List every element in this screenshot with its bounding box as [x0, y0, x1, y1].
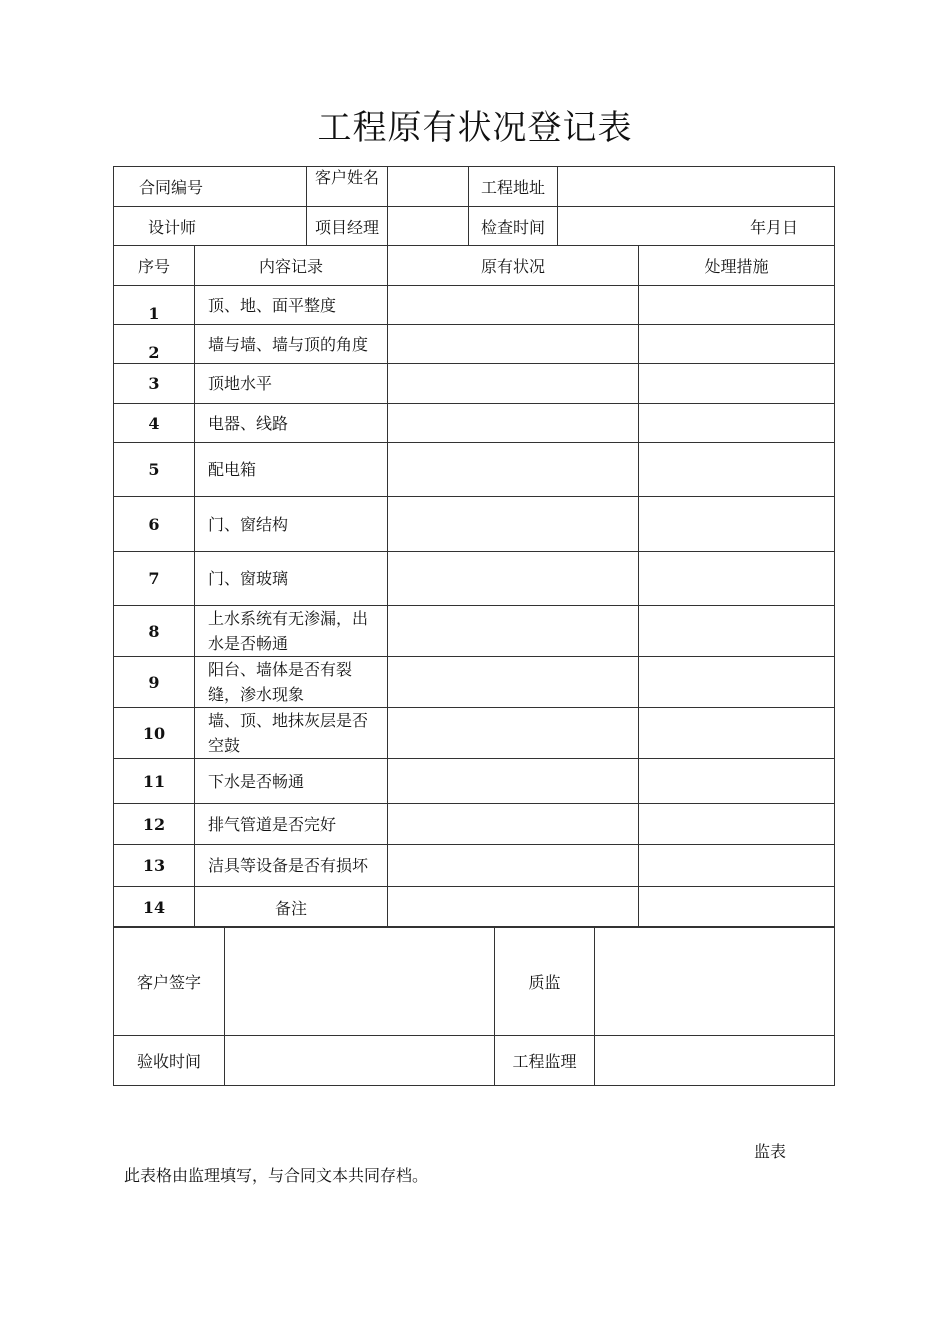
row-item: 上水系统有无渗漏，出水是否畅通	[195, 606, 388, 657]
original-cell[interactable]	[388, 497, 639, 552]
row-no: 10	[114, 708, 195, 759]
measures-cell[interactable]	[639, 552, 835, 606]
col-measures: 处理措施	[639, 246, 835, 286]
original-cell[interactable]	[388, 657, 639, 708]
registration-table	[113, 166, 835, 246]
date-suffix: 年月日	[750, 217, 799, 237]
quality-supervision-label: 质监	[495, 927, 595, 1036]
table-row	[114, 552, 835, 606]
measures-cell[interactable]	[639, 845, 835, 887]
row-item: 阳台、墙体是否有裂缝，渗水现象	[195, 657, 388, 708]
table-row	[114, 364, 835, 404]
row-no: 2	[114, 325, 195, 364]
table-row	[114, 708, 835, 759]
table-row	[114, 759, 835, 804]
measures-cell[interactable]	[639, 497, 835, 552]
original-cell[interactable]	[388, 606, 639, 657]
table-row	[114, 497, 835, 552]
original-cell[interactable]	[388, 759, 639, 804]
original-cell[interactable]	[388, 443, 639, 497]
acceptance-time-label: 验收时间	[114, 1036, 225, 1086]
row-no: 8	[114, 606, 195, 657]
measures-cell[interactable]	[639, 887, 835, 928]
measures-cell[interactable]	[639, 443, 835, 497]
measures-cell[interactable]	[639, 708, 835, 759]
original-cell[interactable]	[388, 552, 639, 606]
row-item: 备注	[195, 887, 388, 928]
row-item: 配电箱	[195, 443, 388, 497]
measures-cell[interactable]	[639, 606, 835, 657]
row-no: 5	[114, 443, 195, 497]
original-cell[interactable]	[388, 845, 639, 887]
row-item: 顶地水平	[195, 364, 388, 404]
customer-sign-field[interactable]	[225, 927, 495, 1036]
original-cell[interactable]	[388, 708, 639, 759]
row-item: 洁具等设备是否有损坏	[195, 845, 388, 887]
measures-cell[interactable]	[639, 404, 835, 443]
measures-cell[interactable]	[639, 657, 835, 708]
row-no: 14	[114, 887, 195, 928]
table-row	[114, 325, 835, 364]
measures-cell[interactable]	[639, 759, 835, 804]
customer-name-value[interactable]	[388, 167, 469, 207]
row-no: 9	[114, 657, 195, 708]
table-row	[114, 845, 835, 887]
project-supervisor-field[interactable]	[595, 1036, 835, 1086]
table-row	[114, 887, 835, 928]
col-original: 原有状况	[388, 246, 639, 286]
project-manager-label: 项目经理	[307, 207, 388, 246]
col-seq: 序号	[114, 246, 195, 286]
measures-cell[interactable]	[639, 286, 835, 325]
row-no: 12	[114, 804, 195, 845]
original-cell[interactable]	[388, 325, 639, 364]
row-item: 顶、地、面平整度	[195, 286, 388, 325]
note-right: 监表	[754, 1142, 787, 1161]
table-row	[114, 657, 835, 708]
table-row	[114, 404, 835, 443]
original-cell[interactable]	[388, 404, 639, 443]
row-no: 7	[114, 552, 195, 606]
measures-cell[interactable]	[639, 364, 835, 404]
row-no: 3	[114, 364, 195, 404]
customer-sign-label: 客户签字	[114, 927, 225, 1036]
acceptance-time-field[interactable]	[225, 1036, 495, 1086]
col-content: 内容记录	[195, 246, 388, 286]
table-row	[114, 286, 835, 325]
row-item: 下水是否畅通	[195, 759, 388, 804]
row-no: 13	[114, 845, 195, 887]
row-item: 墙、顶、地抹灰层是否空鼓	[195, 708, 388, 759]
row-no: 4	[114, 404, 195, 443]
row-item: 门、窗结构	[195, 497, 388, 552]
row-item: 门、窗玻璃	[195, 552, 388, 606]
project-manager-value[interactable]	[388, 207, 469, 246]
table-row	[114, 443, 835, 497]
table-row	[114, 804, 835, 845]
inspection-items-table	[113, 245, 835, 928]
row-item: 电器、线路	[195, 404, 388, 443]
row-no: 1	[114, 286, 195, 325]
designer-label: 设计师	[114, 207, 307, 246]
measures-cell[interactable]	[639, 325, 835, 364]
quality-supervision-field[interactable]	[595, 927, 835, 1036]
project-address-label: 工程地址	[469, 167, 558, 207]
table-row	[114, 606, 835, 657]
customer-name-label: 客户姓名	[307, 167, 388, 207]
signature-table	[113, 926, 835, 1086]
original-cell[interactable]	[388, 286, 639, 325]
page-title: 工程原有状况登记表	[317, 108, 633, 148]
original-cell[interactable]	[388, 887, 639, 928]
inspection-time-label: 检查时间	[469, 207, 558, 246]
row-item: 墙与墙、墙与顶的角度	[195, 325, 388, 364]
row-no: 6	[114, 497, 195, 552]
original-cell[interactable]	[388, 364, 639, 404]
contract-no-label: 合同编号	[114, 167, 307, 207]
row-item: 排气管道是否完好	[195, 804, 388, 845]
row-no: 11	[114, 759, 195, 804]
project-supervisor-label: 工程监理	[495, 1036, 595, 1086]
original-cell[interactable]	[388, 804, 639, 845]
inspection-time-value[interactable]	[558, 207, 835, 246]
measures-cell[interactable]	[639, 804, 835, 845]
project-address-value[interactable]	[558, 167, 835, 207]
footer-note: 此表格由监理填写，与合同文本共同存档。	[124, 1166, 429, 1185]
